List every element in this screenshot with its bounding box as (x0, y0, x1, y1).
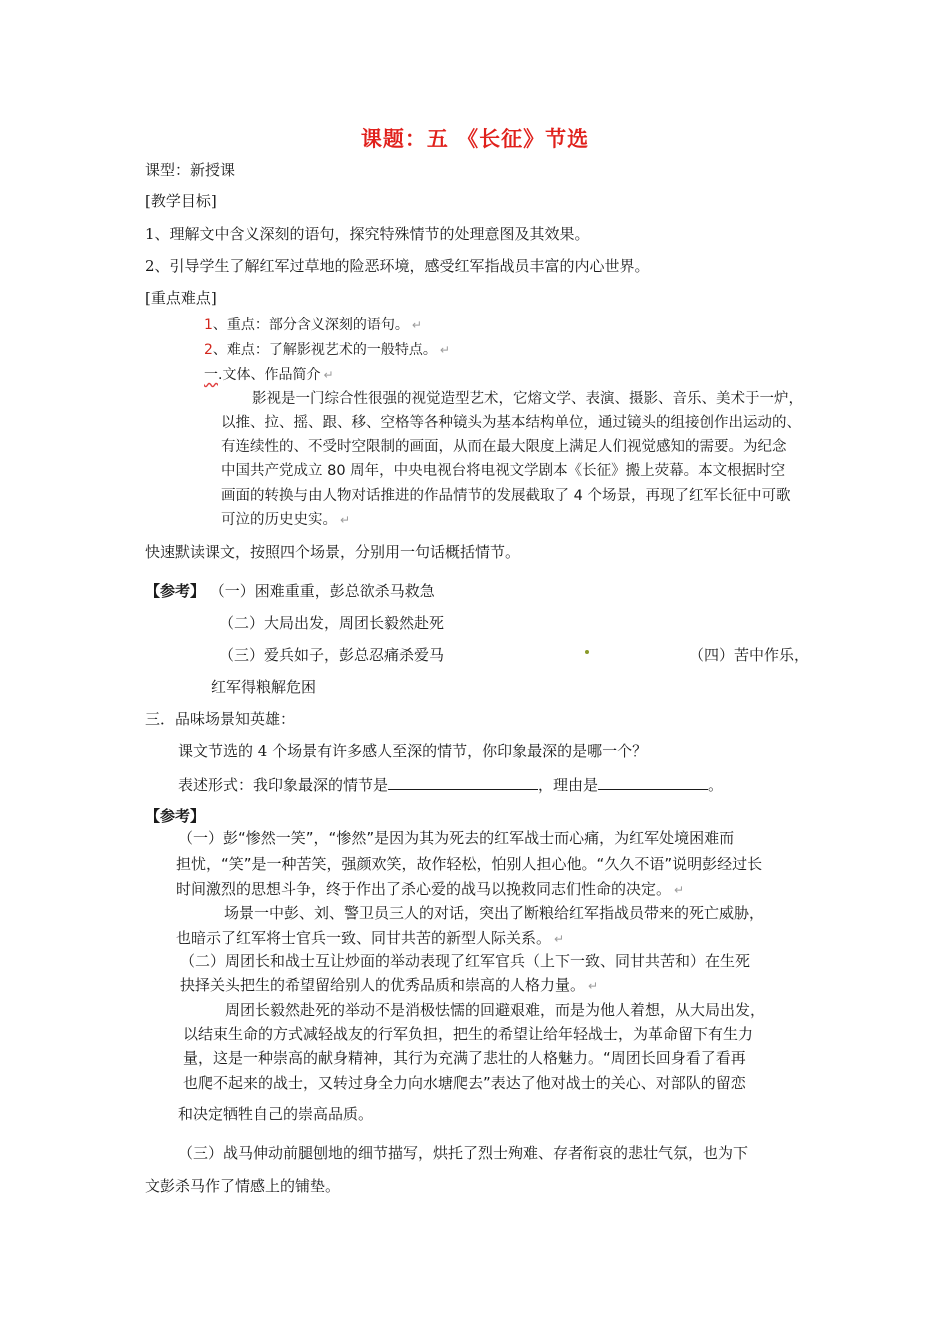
section-title: .文体、作品简介 (218, 367, 321, 383)
reference-item: （三）爱兵如子，彭总忍痛杀爱马 (219, 646, 445, 664)
task-instruction: 快速默读课文，按照四个场景，分别用一句话概括情节。 (145, 543, 521, 561)
expression-form (178, 773, 723, 795)
paragraph-mark-icon: ↵ (411, 318, 422, 332)
ref2-line (176, 879, 684, 900)
reference-row (145, 581, 435, 601)
reference-label: 【参考】 (145, 582, 206, 600)
goals-heading: [教学目标] (145, 192, 217, 210)
ref2-line: 担忧，“笑”是一种苦笑，强颜欢笑，故作轻松，怕别人担心他。“久久不语”说明彭经过长 (176, 855, 763, 873)
section3-question: 课文节选的 4 个场景有许多感人至深的情节，你印象最深的是哪一个？ (178, 742, 648, 760)
paragraph-mark-icon: ↵ (340, 513, 351, 527)
reference-item: 红军得粮解危困 (211, 678, 317, 696)
closing-line: （三）战马伸动前腿刨地的细节描写，烘托了烈士殉难、存者衔哀的悲壮气氛，也为下 (178, 1144, 749, 1162)
form-prefix: 表述形式：我印象最深的情节是 (178, 776, 389, 794)
ref2-line (180, 975, 598, 996)
ref2-line: 场景一中彭、刘、警卫员三人的对话，突出了断粮给红军指战员带来的死亡威胁， (224, 904, 765, 922)
intro-line: 有连续性的、不受时空限制的画面，从而在最大限度上满足人们视觉感知的需要。为纪念 (221, 439, 787, 455)
paragraph-mark-icon: ↵ (588, 979, 599, 993)
closing-line: 文彭杀马作了情感上的铺垫。 (145, 1177, 341, 1195)
paragraph-mark-icon: ↵ (674, 883, 685, 897)
section-number: 一 (204, 367, 218, 383)
reference2-label: 【参考】 (145, 807, 206, 825)
paragraph-mark-icon: ↵ (439, 343, 450, 357)
answer-blank-1[interactable] (388, 773, 538, 790)
ref2-line: 和决定牺牲自己的崇高品质。 (178, 1105, 374, 1123)
reference-item: （四）苦中作乐， (689, 646, 810, 664)
section-heading (204, 365, 334, 385)
intro-line: 画面的转换与由人物对话推进的作品情节的发展截取了 4 个场景，再现了红军长征中可歌 (221, 488, 791, 504)
key-points-heading: [重点难点] (145, 289, 217, 307)
paragraph-mark-icon: ↵ (554, 932, 565, 946)
ref2-line: 以结束生命的方式减轻战友的行军负担，把生的希望让给年轻战士，为革命留下有生力 (183, 1025, 754, 1043)
intro-line (221, 510, 350, 530)
intro-line: 影视是一门综合性很强的视觉造型艺术，它熔文学、表演、摄影、音乐、美术于一炉， (252, 391, 803, 407)
stray-dot (585, 650, 589, 654)
key-point-item (204, 340, 450, 360)
key-point-text: 、难点：了解影视艺术的一般特点。 (212, 342, 437, 358)
ref2-line: （二）周团长和战士互让炒面的举动表现了红军官兵（上下一致、同甘共苦和）在生死 (180, 952, 751, 970)
intro-line: 以推、拉、摇、跟、移、空格等各种镜头为基本结构单位，通过镜头的组接创作出运动的、 (221, 415, 801, 431)
key-point-number: 1 (204, 317, 213, 333)
intro-line: 中国共产党成立 80 周年，中央电视台将电视文学剧本《长征》搬上荧幕。本文根据时空 (221, 463, 786, 479)
ref2-line-text: 时间激烈的思想斗争，终于作出了杀心爱的战马以挽救同志们性命的决定。 (176, 880, 672, 898)
lesson-type: 课型：新授课 (145, 161, 236, 179)
paragraph-mark-icon: ↵ (323, 368, 334, 382)
goal-item: 1、理解文中含义深刻的语句，探究特殊情节的处理意图及其效果。 (145, 225, 590, 243)
answer-blank-2[interactable] (598, 773, 708, 790)
ref2-line: 也爬不起来的战士，又转过身全力向水塘爬去”表达了他对战士的关心、对部队的留恋 (183, 1074, 746, 1092)
reference-item: （一）困难重重，彭总欲杀马救急 (209, 582, 435, 600)
ref2-line (176, 928, 564, 949)
key-point-item (204, 315, 422, 335)
intro-line-text: 可泣的历史史实。 (221, 512, 337, 528)
form-end: 。 (708, 776, 724, 794)
section3-heading: 三．品味场景知英雄： (145, 710, 296, 728)
key-point-text: 、重点：部分含义深刻的语句。 (212, 317, 409, 333)
ref2-line-text: 也暗示了红军将士官兵一致、同甘共苦的新型人际关系。 (176, 929, 552, 947)
form-mid: ，理由是 (538, 776, 599, 794)
ref2-line: 周团长毅然赴死的举动不是消极怯懦的回避艰难，而是为他人着想，从大局出发， (225, 1001, 766, 1019)
page-title: 课题：五 《长征》节选 (360, 127, 590, 151)
reference-item: （二）大局出发，周团长毅然赴死 (219, 614, 445, 632)
ref2-line: （一）彭“惨然一笑”，“惨然”是因为其为死去的红军战士而心痛，为红军处境困难而 (178, 829, 735, 847)
ref2-line-text: 抉择关头把生的希望留给别人的优秀品质和崇高的人格力量。 (180, 976, 586, 994)
goal-item: 2、引导学生了解红军过草地的险恶环境，感受红军指战员丰富的内心世界。 (145, 257, 650, 275)
ref2-line: 量，这是一种崇高的献身精神，其行为充满了悲壮的人格魅力。“周团长回身看了看再 (183, 1049, 746, 1067)
key-point-number: 2 (204, 342, 213, 358)
